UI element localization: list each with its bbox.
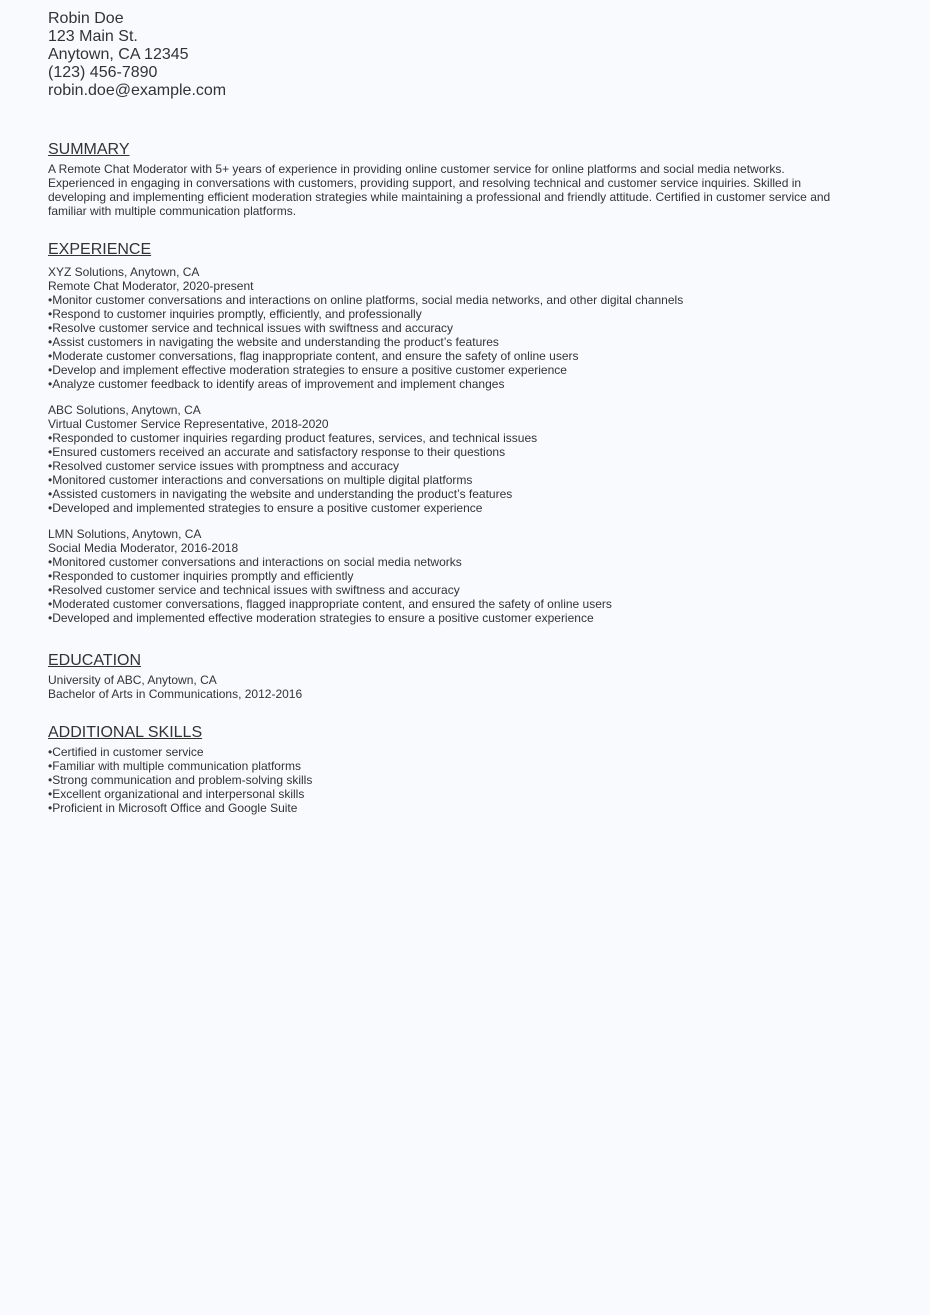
contact-name: Robin Doe — [48, 10, 124, 27]
job-bullet: • Resolved customer service and technical issues with swiftness and accuracy — [48, 583, 882, 597]
contact-email: robin.doe@example.com — [48, 82, 227, 99]
job-bullet: • Resolved customer service issues with promptness and accuracy — [48, 459, 882, 473]
skill-item: • Strong communication and problem-solving skills — [48, 773, 882, 787]
skills-list — [48, 745, 882, 815]
summary-text: A Remote Chat Moderator with 5+ years of experience in providing online customer service for online platforms and social media networks. Experienced in engaging in conversations with customers, providing support, and resolving technical and customer service inquiries. Skilled in developing and implementing efficient moderation strategies while maintaining a professional and friendly attitude. Certified in customer service and familiar with multiple communication platforms. — [48, 162, 831, 218]
job-bullet: • Developed and implemented strategies to ensure a positive customer experience — [48, 501, 882, 515]
job-role: Social Media Moderator, 2016-2018 — [48, 541, 239, 555]
job-bullet: • Respond to customer inquiries promptly, efficiently, and professionally — [48, 307, 882, 321]
job-company: LMN Solutions, Anytown, CA — [48, 527, 202, 541]
skill-item: • Certified in customer service — [48, 745, 882, 759]
job-bullet: • Responded to customer inquiries promptly and efficiently — [48, 569, 882, 583]
job-bullet: • Analyze customer feedback to identify areas of improvement and implement changes — [48, 377, 882, 391]
job-bullet: • Moderate customer conversations, flag inappropriate content, and ensure the safety of online users — [48, 349, 882, 363]
job-bullet: • Ensured customers received an accurate and satisfactory response to their questions — [48, 445, 882, 459]
job-bullet: • Monitor customer conversations and interactions on online platforms, social media networks, and other digital channels — [48, 293, 882, 307]
education-school: University of ABC, Anytown, CA — [48, 673, 217, 687]
skills-heading: ADDITIONAL SKILLS — [48, 724, 203, 741]
experience-heading: EXPERIENCE — [48, 241, 152, 258]
skill-item: • Proficient in Microsoft Office and Google Suite — [48, 801, 882, 815]
job-bullet: • Monitored customer conversations and interactions on social media networks — [48, 555, 882, 569]
job-entry — [48, 265, 882, 391]
job-entry — [48, 403, 882, 515]
job-bullet: • Developed and implemented effective moderation strategies to ensure a positive customer experience — [48, 611, 882, 625]
job-bullet: • Monitored customer interactions and conversations on multiple digital platforms — [48, 473, 882, 487]
job-company: ABC Solutions, Anytown, CA — [48, 403, 201, 417]
summary-heading: SUMMARY — [48, 141, 130, 158]
job-bullet: • Develop and implement effective moderation strategies to ensure a positive customer experience — [48, 363, 882, 377]
job-role: Virtual Customer Service Representative, 2018-2020 — [48, 417, 329, 431]
job-bullet: • Moderated customer conversations, flagged inappropriate content, and ensured the safety of online users — [48, 597, 882, 611]
job-bullet: • Resolve customer service and technical issues with swiftness and accuracy — [48, 321, 882, 335]
job-role: Remote Chat Moderator, 2020-present — [48, 279, 254, 293]
job-bullet: • Assisted customers in navigating the website and understanding the product’s features — [48, 487, 882, 501]
skill-item: • Familiar with multiple communication platforms — [48, 759, 882, 773]
job-entry — [48, 527, 882, 625]
education-degree: Bachelor of Arts in Communications, 2012-2016 — [48, 687, 303, 701]
job-company: XYZ Solutions, Anytown, CA — [48, 265, 200, 279]
contact-block — [48, 10, 882, 100]
job-bullet: • Assist customers in navigating the website and understanding the product’s features — [48, 335, 882, 349]
job-bullet: • Responded to customer inquiries regarding product features, services, and technical issues — [48, 431, 882, 445]
contact-city: Anytown, CA 12345 — [48, 46, 189, 63]
contact-street: 123 Main St. — [48, 28, 138, 45]
education-block — [48, 673, 882, 701]
education-heading: EDUCATION — [48, 652, 142, 669]
skill-item: • Excellent organizational and interpersonal skills — [48, 787, 882, 801]
contact-phone: (123) 456-7890 — [48, 64, 158, 81]
